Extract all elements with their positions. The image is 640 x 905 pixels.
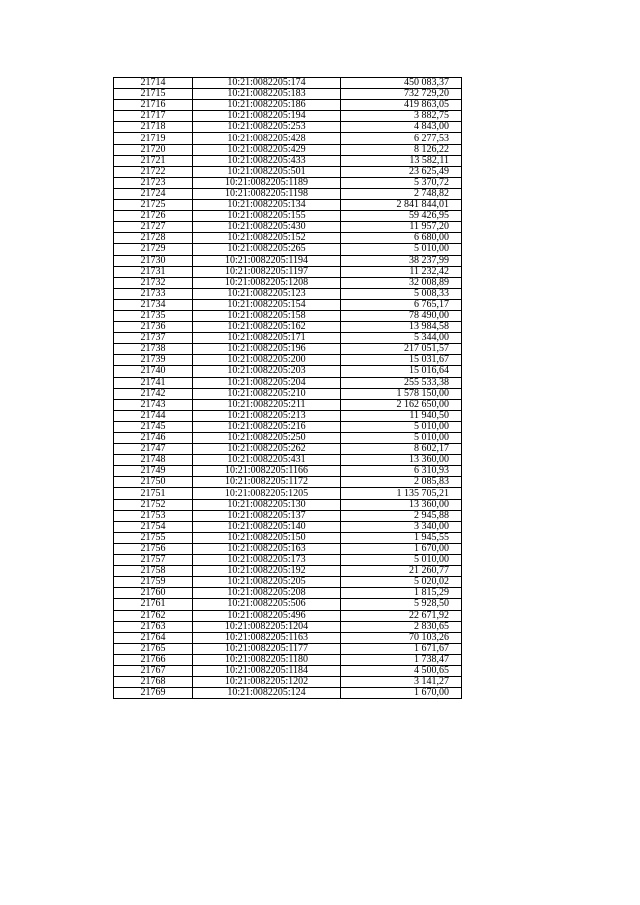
cadastral-number-cell: 10:21:0082205:130 <box>193 499 341 510</box>
cadastral-value-cell: 732 729,20 <box>341 89 462 100</box>
table-row <box>114 333 462 344</box>
cadastral-value-cell: 4 843,00 <box>341 122 462 133</box>
cadastral-value-cell: 2 162 650,00 <box>341 399 462 410</box>
table-row <box>114 543 462 554</box>
cadastral-value-cell: 32 008,89 <box>341 277 462 288</box>
cadastral-value-cell: 1 670,00 <box>341 543 462 554</box>
cadastral-value-cell: 4 500,65 <box>341 665 462 676</box>
cadastral-value-cell: 5 008,33 <box>341 288 462 299</box>
cadastral-value-cell: 11 940,50 <box>341 410 462 421</box>
row-number-cell: 21752 <box>114 499 193 510</box>
cadastral-number-cell: 10:21:0082205:431 <box>193 455 341 466</box>
row-number-cell: 21751 <box>114 488 193 499</box>
cadastral-value-cell: 5 344,00 <box>341 333 462 344</box>
row-number-cell: 21754 <box>114 521 193 532</box>
row-number-cell: 21714 <box>114 78 193 89</box>
cadastral-number-cell: 10:21:0082205:262 <box>193 444 341 455</box>
cadastral-number-cell: 10:21:0082205:140 <box>193 521 341 532</box>
cadastral-number-cell: 10:21:0082205:163 <box>193 543 341 554</box>
table-row <box>114 421 462 432</box>
cadastral-value-cell: 11 957,20 <box>341 222 462 233</box>
table-row <box>114 355 462 366</box>
table-row <box>114 433 462 444</box>
table-row <box>114 78 462 89</box>
cadastral-number-cell: 10:21:0082205:203 <box>193 366 341 377</box>
table-row <box>114 410 462 421</box>
table-row <box>114 632 462 643</box>
table-row <box>114 266 462 277</box>
row-number-cell: 21718 <box>114 122 193 133</box>
row-number-cell: 21720 <box>114 144 193 155</box>
cadastral-number-cell: 10:21:0082205:1208 <box>193 277 341 288</box>
cadastral-value-cell: 2 748,82 <box>341 188 462 199</box>
table-row <box>114 89 462 100</box>
cadastral-number-cell: 10:21:0082205:216 <box>193 421 341 432</box>
table-row <box>114 466 462 477</box>
row-number-cell: 21750 <box>114 477 193 488</box>
table-row <box>114 677 462 688</box>
cadastral-value-cell: 78 490,00 <box>341 310 462 321</box>
cadastral-number-cell: 10:21:0082205:430 <box>193 222 341 233</box>
cadastral-number-cell: 10:21:0082205:1180 <box>193 654 341 665</box>
cadastral-number-cell: 10:21:0082205:123 <box>193 288 341 299</box>
row-number-cell: 21762 <box>114 610 193 621</box>
row-number-cell: 21760 <box>114 588 193 599</box>
table-row <box>114 688 462 699</box>
table-row <box>114 255 462 266</box>
cadastral-number-cell: 10:21:0082205:154 <box>193 299 341 310</box>
cadastral-number-cell: 10:21:0082205:174 <box>193 78 341 89</box>
table-row <box>114 599 462 610</box>
cadastral-number-cell: 10:21:0082205:1166 <box>193 466 341 477</box>
table-body <box>114 78 462 699</box>
table-row <box>114 288 462 299</box>
cadastral-value-cell: 22 671,92 <box>341 610 462 621</box>
cadastral-number-cell: 10:21:0082205:496 <box>193 610 341 621</box>
cadastral-value-cell: 5 010,00 <box>341 421 462 432</box>
table-row <box>114 654 462 665</box>
cadastral-value-cell: 8 126,22 <box>341 144 462 155</box>
row-number-cell: 21717 <box>114 111 193 122</box>
cadastral-number-cell: 10:21:0082205:501 <box>193 166 341 177</box>
row-number-cell: 21757 <box>114 555 193 566</box>
cadastral-number-cell: 10:21:0082205:158 <box>193 310 341 321</box>
cadastral-number-cell: 10:21:0082205:428 <box>193 133 341 144</box>
cadastral-number-cell: 10:21:0082205:433 <box>193 155 341 166</box>
table-row <box>114 366 462 377</box>
cadastral-value-cell: 2 085,83 <box>341 477 462 488</box>
cadastral-number-cell: 10:21:0082205:253 <box>193 122 341 133</box>
table-row <box>114 455 462 466</box>
row-number-cell: 21737 <box>114 333 193 344</box>
row-number-cell: 21743 <box>114 399 193 410</box>
row-number-cell: 21746 <box>114 433 193 444</box>
cadastre-value-table <box>113 77 462 699</box>
table-row <box>114 222 462 233</box>
row-number-cell: 21732 <box>114 277 193 288</box>
row-number-cell: 21756 <box>114 543 193 554</box>
cadastral-value-cell: 8 602,17 <box>341 444 462 455</box>
cadastral-number-cell: 10:21:0082205:1205 <box>193 488 341 499</box>
row-number-cell: 21747 <box>114 444 193 455</box>
cadastral-value-cell: 15 016,64 <box>341 366 462 377</box>
cadastral-number-cell: 10:21:0082205:1177 <box>193 643 341 654</box>
cadastral-number-cell: 10:21:0082205:200 <box>193 355 341 366</box>
row-number-cell: 21755 <box>114 532 193 543</box>
row-number-cell: 21730 <box>114 255 193 266</box>
table-row <box>114 155 462 166</box>
cadastral-value-cell: 13 360,00 <box>341 455 462 466</box>
cadastral-number-cell: 10:21:0082205:265 <box>193 244 341 255</box>
row-number-cell: 21744 <box>114 410 193 421</box>
row-number-cell: 21768 <box>114 677 193 688</box>
cadastral-number-cell: 10:21:0082205:1172 <box>193 477 341 488</box>
cadastral-number-cell: 10:21:0082205:1198 <box>193 188 341 199</box>
table-row <box>114 499 462 510</box>
table-row <box>114 188 462 199</box>
cadastral-value-cell: 2 841 844,01 <box>341 200 462 211</box>
row-number-cell: 21763 <box>114 621 193 632</box>
table-row <box>114 510 462 521</box>
cadastral-number-cell: 10:21:0082205:173 <box>193 555 341 566</box>
table-row <box>114 277 462 288</box>
cadastral-number-cell: 10:21:0082205:1197 <box>193 266 341 277</box>
cadastral-number-cell: 10:21:0082205:1163 <box>193 632 341 643</box>
cadastral-value-cell: 6 310,93 <box>341 466 462 477</box>
row-number-cell: 21758 <box>114 566 193 577</box>
table-row <box>114 399 462 410</box>
cadastral-value-cell: 217 051,57 <box>341 344 462 355</box>
table-row <box>114 299 462 310</box>
row-number-cell: 21735 <box>114 310 193 321</box>
row-number-cell: 21767 <box>114 665 193 676</box>
cadastral-value-cell: 2 830,65 <box>341 621 462 632</box>
table-row <box>114 344 462 355</box>
cadastral-value-cell: 1 670,00 <box>341 688 462 699</box>
row-number-cell: 21724 <box>114 188 193 199</box>
cadastral-number-cell: 10:21:0082205:213 <box>193 410 341 421</box>
cadastral-number-cell: 10:21:0082205:506 <box>193 599 341 610</box>
cadastral-value-cell: 2 945,88 <box>341 510 462 521</box>
cadastral-value-cell: 5 370,72 <box>341 177 462 188</box>
table-row <box>114 555 462 566</box>
row-number-cell: 21725 <box>114 200 193 211</box>
row-number-cell: 21753 <box>114 510 193 521</box>
cadastral-value-cell: 70 103,26 <box>341 632 462 643</box>
row-number-cell: 21766 <box>114 654 193 665</box>
cadastral-number-cell: 10:21:0082205:1202 <box>193 677 341 688</box>
table-row <box>114 244 462 255</box>
table-row <box>114 588 462 599</box>
cadastral-number-cell: 10:21:0082205:208 <box>193 588 341 599</box>
cadastral-number-cell: 10:21:0082205:204 <box>193 377 341 388</box>
row-number-cell: 21728 <box>114 233 193 244</box>
row-number-cell: 21748 <box>114 455 193 466</box>
cadastral-value-cell: 255 533,38 <box>341 377 462 388</box>
row-number-cell: 21740 <box>114 366 193 377</box>
cadastral-value-cell: 1 815,29 <box>341 588 462 599</box>
cadastral-value-cell: 419 863,05 <box>341 100 462 111</box>
cadastral-value-cell: 1 578 150,00 <box>341 388 462 399</box>
cadastral-number-cell: 10:21:0082205:196 <box>193 344 341 355</box>
table-row <box>114 111 462 122</box>
cadastral-number-cell: 10:21:0082205:1189 <box>193 177 341 188</box>
cadastral-value-cell: 3 340,00 <box>341 521 462 532</box>
table-row <box>114 388 462 399</box>
row-number-cell: 21734 <box>114 299 193 310</box>
cadastral-value-cell: 38 237,99 <box>341 255 462 266</box>
table-row <box>114 577 462 588</box>
cadastral-value-cell: 5 020,02 <box>341 577 462 588</box>
cadastral-number-cell: 10:21:0082205:192 <box>193 566 341 577</box>
table-row <box>114 200 462 211</box>
cadastral-value-cell: 59 426,95 <box>341 211 462 222</box>
table-row <box>114 566 462 577</box>
cadastral-number-cell: 10:21:0082205:1194 <box>193 255 341 266</box>
row-number-cell: 21764 <box>114 632 193 643</box>
row-number-cell: 21723 <box>114 177 193 188</box>
row-number-cell: 21729 <box>114 244 193 255</box>
row-number-cell: 21738 <box>114 344 193 355</box>
table-row <box>114 122 462 133</box>
row-number-cell: 21769 <box>114 688 193 699</box>
cadastral-value-cell: 5 010,00 <box>341 433 462 444</box>
table-row <box>114 477 462 488</box>
cadastral-value-cell: 1 135 705,21 <box>341 488 462 499</box>
cadastral-value-cell: 23 625,49 <box>341 166 462 177</box>
cadastral-number-cell: 10:21:0082205:210 <box>193 388 341 399</box>
cadastral-number-cell: 10:21:0082205:152 <box>193 233 341 244</box>
cadastral-number-cell: 10:21:0082205:162 <box>193 322 341 333</box>
row-number-cell: 21761 <box>114 599 193 610</box>
cadastral-value-cell: 3 882,75 <box>341 111 462 122</box>
row-number-cell: 21731 <box>114 266 193 277</box>
cadastral-number-cell: 10:21:0082205:171 <box>193 333 341 344</box>
table-row <box>114 444 462 455</box>
table-row <box>114 133 462 144</box>
table-row <box>114 322 462 333</box>
table-row <box>114 144 462 155</box>
table-row <box>114 233 462 244</box>
row-number-cell: 21733 <box>114 288 193 299</box>
table-row <box>114 610 462 621</box>
cadastral-value-cell: 450 083,37 <box>341 78 462 89</box>
cadastral-value-cell: 5 010,00 <box>341 244 462 255</box>
row-number-cell: 21745 <box>114 421 193 432</box>
cadastral-number-cell: 10:21:0082205:194 <box>193 111 341 122</box>
cadastral-number-cell: 10:21:0082205:183 <box>193 89 341 100</box>
table-row <box>114 310 462 321</box>
cadastral-value-cell: 11 232,42 <box>341 266 462 277</box>
table-row <box>114 166 462 177</box>
table-row <box>114 643 462 654</box>
cadastral-number-cell: 10:21:0082205:1184 <box>193 665 341 676</box>
row-number-cell: 21741 <box>114 377 193 388</box>
row-number-cell: 21716 <box>114 100 193 111</box>
cadastral-value-cell: 3 141,27 <box>341 677 462 688</box>
table-row <box>114 211 462 222</box>
cadastral-value-cell: 5 928,50 <box>341 599 462 610</box>
cadastral-number-cell: 10:21:0082205:205 <box>193 577 341 588</box>
cadastral-number-cell: 10:21:0082205:186 <box>193 100 341 111</box>
row-number-cell: 21739 <box>114 355 193 366</box>
row-number-cell: 21749 <box>114 466 193 477</box>
cadastral-value-cell: 21 260,77 <box>341 566 462 577</box>
table-row <box>114 521 462 532</box>
row-number-cell: 21719 <box>114 133 193 144</box>
row-number-cell: 21759 <box>114 577 193 588</box>
row-number-cell: 21765 <box>114 643 193 654</box>
cadastral-value-cell: 6 277,53 <box>341 133 462 144</box>
cadastral-number-cell: 10:21:0082205:137 <box>193 510 341 521</box>
table-row <box>114 177 462 188</box>
cadastral-number-cell: 10:21:0082205:1204 <box>193 621 341 632</box>
row-number-cell: 21722 <box>114 166 193 177</box>
row-number-cell: 21726 <box>114 211 193 222</box>
table-row <box>114 532 462 543</box>
row-number-cell: 21715 <box>114 89 193 100</box>
row-number-cell: 21721 <box>114 155 193 166</box>
table-row <box>114 100 462 111</box>
cadastral-value-cell: 6 680,00 <box>341 233 462 244</box>
row-number-cell: 21742 <box>114 388 193 399</box>
cadastral-value-cell: 5 010,00 <box>341 555 462 566</box>
cadastral-value-cell: 6 765,17 <box>341 299 462 310</box>
table-row <box>114 488 462 499</box>
cadastral-number-cell: 10:21:0082205:250 <box>193 433 341 444</box>
cadastral-value-cell: 13 360,00 <box>341 499 462 510</box>
cadastral-number-cell: 10:21:0082205:211 <box>193 399 341 410</box>
cadastral-value-cell: 1 738,47 <box>341 654 462 665</box>
cadastral-number-cell: 10:21:0082205:429 <box>193 144 341 155</box>
table-row <box>114 377 462 388</box>
cadastral-value-cell: 15 031,67 <box>341 355 462 366</box>
row-number-cell: 21736 <box>114 322 193 333</box>
cadastral-number-cell: 10:21:0082205:155 <box>193 211 341 222</box>
cadastral-value-cell: 13 984,58 <box>341 322 462 333</box>
table-row <box>114 621 462 632</box>
cadastral-value-cell: 13 582,11 <box>341 155 462 166</box>
cadastral-value-cell: 1 671,67 <box>341 643 462 654</box>
cadastral-number-cell: 10:21:0082205:124 <box>193 688 341 699</box>
cadastral-value-cell: 1 945,55 <box>341 532 462 543</box>
row-number-cell: 21727 <box>114 222 193 233</box>
cadastral-number-cell: 10:21:0082205:134 <box>193 200 341 211</box>
cadastral-number-cell: 10:21:0082205:150 <box>193 532 341 543</box>
table-row <box>114 665 462 676</box>
